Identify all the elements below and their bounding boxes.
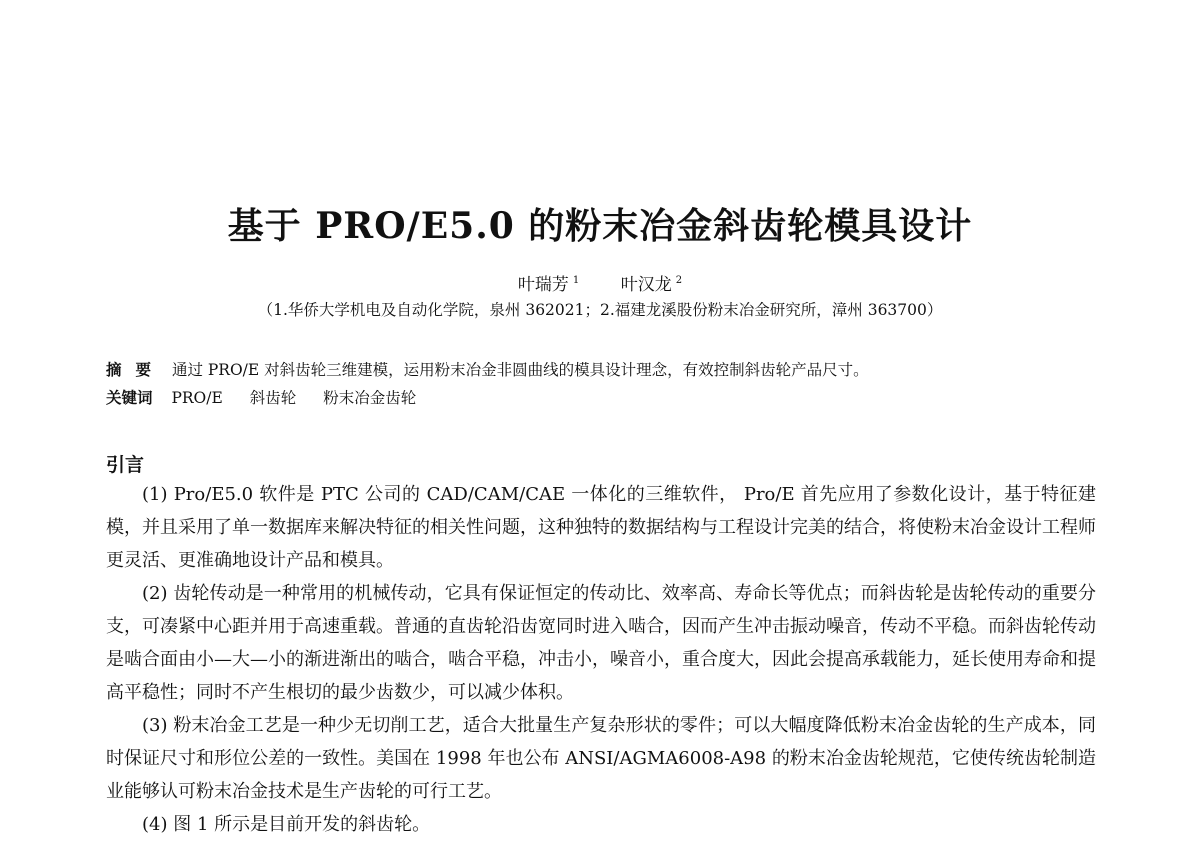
affiliation-mark: 2 (675, 275, 683, 287)
abstract-text: 通过 PRO/E 对斜齿轮三维建模，运用粉末冶金非圆曲线的模具设计理念，有效控制斜齿轮产品尺寸。 (171, 361, 869, 379)
keyword-item: 粉末冶金齿轮 (323, 389, 417, 407)
abstract-label: 摘要 (106, 360, 166, 379)
author-line (0, 270, 1200, 295)
section-heading: 引言 (106, 454, 145, 476)
author-1 (518, 270, 579, 295)
affiliation-mark: 1 (572, 275, 580, 287)
keywords-label: 关键词 (106, 388, 153, 407)
keywords (106, 386, 1106, 408)
paragraph-2: (2) 齿轮传动是一种常用的机械传动，它具有保证恒定的传动比、效率高、寿命长等优点；而斜齿轮是齿轮传动的重要分支，可凑紧中心距并用于高速重载。普通的直齿轮沿齿宽同时进入啮合，因而产生冲击振动噪音，传动不平稳。而斜齿轮传动是啮合面由小—大—小的渐进渐出的啮合，啮合平稳，冲击小，噪音小，重合度大，因此会提高承载能力，延长使用寿命和提高平稳性；同时不产生根切的最少齿数少，可以减少体积。 (106, 583, 1096, 703)
keyword-item: 斜齿轮 (249, 389, 297, 407)
paragraph-1: (1) Pro/E5.0 软件是 PTC 公司的 CAD/CAM/CAE 一体化的三维软件， Pro/E 首先应用了参数化设计，基于特征建模，并且采用了单一数据库来解决特征的相关性问题，这种独特的数据结构与工程设计完美的结合，将使粉末冶金设计工程师更灵活、更准确地设计产品和模具。 (106, 484, 1096, 571)
author-2 (621, 270, 682, 295)
abstract (106, 358, 1106, 380)
author-name: 叶瑞芳 (517, 275, 569, 295)
paper-title: 基于 PRO/E5.0 的粉末冶金斜齿轮模具设计 (227, 205, 973, 247)
paragraph-3: (3) 粉末冶金工艺是一种少无切削工艺，适合大批量生产复杂形状的零件；可以大幅度降低粉末冶金齿轮的生产成本，同时保证尺寸和形位公差的一致性。美国在 1998 年也公布 ANSI/AGMA6008-A98 的粉末冶金齿轮规范，它使传统齿轮制造业能够认可粉末冶金技术是生产齿轮的可行工艺。 (106, 715, 1096, 802)
author-name: 叶汉龙 (620, 275, 672, 295)
keyword-item: PRO/E (171, 389, 223, 407)
affiliation: （1.华侨大学机电及自动化学院，泉州 362021；2.福建龙溪股份粉末冶金研究所，漳州 363700） (257, 301, 943, 319)
section-body (106, 478, 1096, 841)
paragraph-4: (4) 图 1 所示是目前开发的斜齿轮。 (142, 814, 431, 835)
